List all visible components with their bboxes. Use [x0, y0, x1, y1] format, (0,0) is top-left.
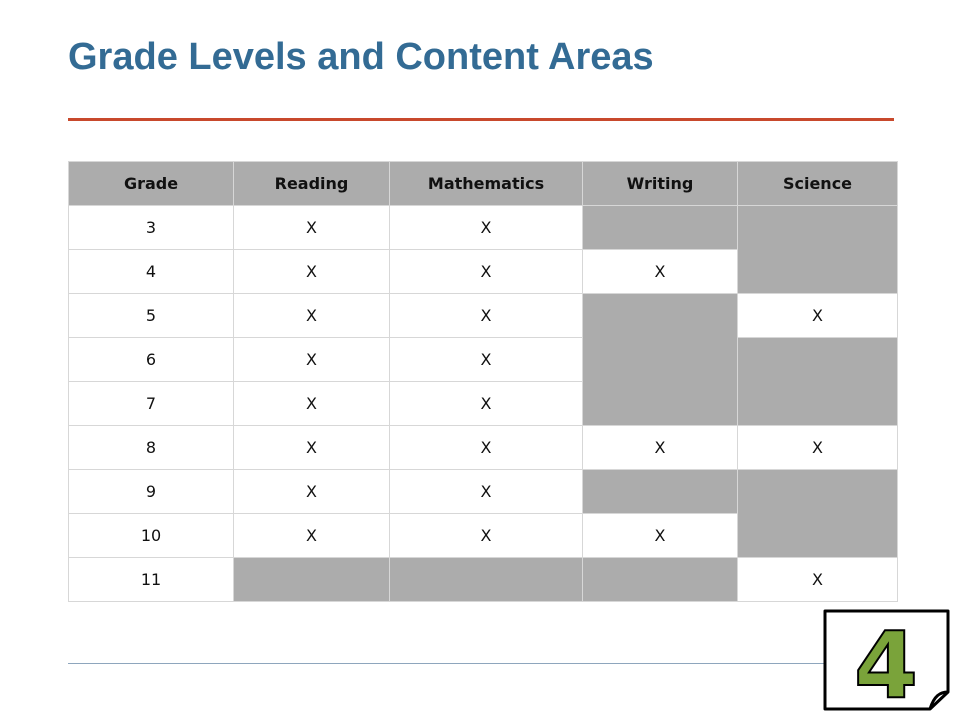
footer-divider — [68, 663, 838, 664]
table-row — [69, 426, 898, 470]
cell-science — [738, 338, 898, 426]
cell-science: X — [738, 558, 898, 602]
cell-reading: X — [234, 514, 390, 558]
cell-grade: 9 — [69, 470, 234, 514]
cell-reading: X — [234, 206, 390, 250]
table-header-row — [69, 162, 898, 206]
cell-reading: X — [234, 338, 390, 382]
cell-grade: 8 — [69, 426, 234, 470]
cell-science — [738, 206, 898, 294]
cell-writing: X — [583, 250, 738, 294]
cell-writing — [583, 558, 738, 602]
header-reading: Reading — [234, 162, 390, 206]
header-mathematics: Mathematics — [390, 162, 583, 206]
cell-mathematics: X — [390, 338, 583, 382]
table-row — [69, 338, 898, 382]
title-underline — [68, 118, 894, 121]
page-title: Grade Levels and Content Areas — [68, 36, 654, 78]
cell-science: X — [738, 294, 898, 338]
cell-mathematics: X — [390, 382, 583, 426]
cell-mathematics: X — [390, 426, 583, 470]
cell-mathematics: X — [390, 294, 583, 338]
cell-writing: X — [583, 514, 738, 558]
cell-mathematics: X — [390, 470, 583, 514]
cell-writing — [583, 206, 738, 250]
cell-grade: 4 — [69, 250, 234, 294]
cell-grade: 7 — [69, 382, 234, 426]
cell-reading — [234, 558, 390, 602]
cell-writing — [583, 294, 738, 426]
cell-mathematics: X — [390, 514, 583, 558]
cell-writing: X — [583, 426, 738, 470]
table-row — [69, 558, 898, 602]
cell-reading: X — [234, 426, 390, 470]
table-row — [69, 206, 898, 250]
cell-reading: X — [234, 294, 390, 338]
table-row — [69, 294, 898, 338]
page-number-badge-icon — [822, 608, 950, 712]
cell-grade: 11 — [69, 558, 234, 602]
cell-grade: 3 — [69, 206, 234, 250]
cell-mathematics: X — [390, 206, 583, 250]
header-science: Science — [738, 162, 898, 206]
cell-grade: 6 — [69, 338, 234, 382]
table-row — [69, 470, 898, 514]
header-writing: Writing — [583, 162, 738, 206]
cell-mathematics: X — [390, 250, 583, 294]
cell-grade: 10 — [69, 514, 234, 558]
cell-grade: 5 — [69, 294, 234, 338]
cell-science: X — [738, 426, 898, 470]
header-grade: Grade — [69, 162, 234, 206]
cell-science — [738, 470, 898, 558]
cell-reading: X — [234, 382, 390, 426]
grade-content-table — [68, 161, 898, 602]
cell-reading: X — [234, 470, 390, 514]
cell-mathematics — [390, 558, 583, 602]
page-number: 4 — [853, 612, 919, 712]
cell-writing — [583, 470, 738, 514]
cell-reading: X — [234, 250, 390, 294]
